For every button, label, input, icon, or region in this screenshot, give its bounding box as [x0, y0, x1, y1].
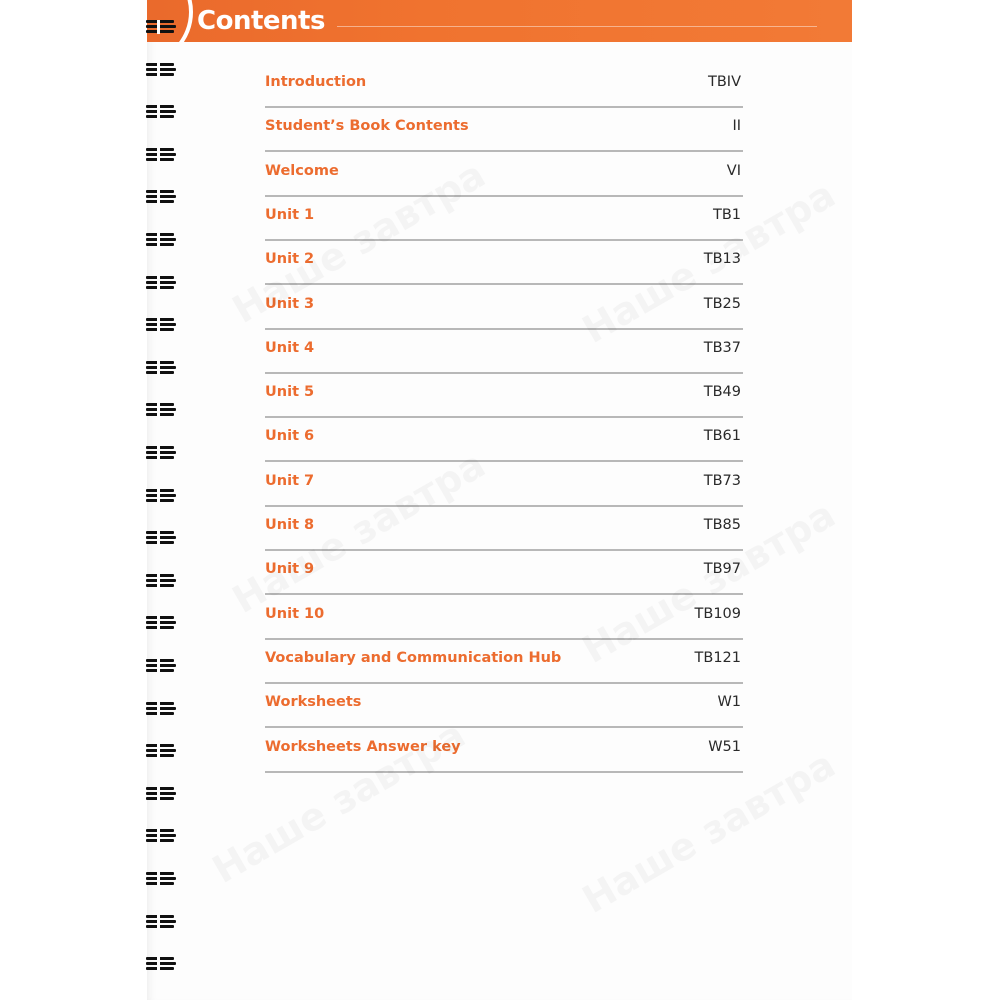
spiral-coil	[146, 702, 176, 716]
header-rule	[337, 26, 817, 27]
toc-label: Worksheets Answer key	[265, 738, 461, 755]
spiral-coil	[146, 233, 176, 247]
toc-page-number: TB1	[712, 206, 741, 223]
toc-row-students-book-contents	[265, 106, 743, 152]
toc-row-welcome	[265, 151, 743, 197]
toc-page-number: TB37	[703, 339, 741, 356]
toc-page-number: TB13	[703, 251, 741, 268]
toc-page-number: TB73	[703, 472, 741, 489]
toc-row-unit-4	[265, 328, 743, 374]
toc-label: Introduction	[265, 74, 367, 90]
toc-label: Unit 1	[265, 206, 315, 223]
toc-page-number: W1	[717, 694, 741, 711]
toc-row-unit-3	[265, 284, 743, 330]
toc-page-number: VI	[726, 162, 741, 179]
toc-page-number: TB85	[703, 517, 741, 533]
spiral-coil	[146, 787, 176, 801]
spiral-coil	[146, 915, 176, 929]
toc-label: Student’s Book Contents	[265, 118, 469, 135]
toc-label: Unit 5	[265, 384, 315, 401]
toc-page-number: W51	[708, 738, 741, 755]
spiral-coil	[146, 63, 176, 77]
toc-row-unit-9	[265, 549, 743, 595]
toc-label: Vocabulary and Communication Hub	[265, 649, 562, 666]
toc-label: Unit 6	[265, 428, 315, 445]
header-bar	[147, 0, 852, 42]
contents-page	[147, 0, 852, 1000]
toc-label: Unit 2	[265, 251, 315, 268]
toc-page-number: TB49	[703, 384, 741, 401]
toc-label: Welcome	[265, 162, 339, 179]
toc-row-unit-10	[265, 594, 743, 640]
toc-row-unit-1	[265, 195, 743, 241]
spiral-coil	[146, 659, 176, 673]
toc-label: Worksheets	[265, 694, 362, 711]
spiral-coil	[146, 744, 176, 758]
toc-label: Unit 3	[265, 295, 315, 312]
toc-page-number: TB109	[694, 605, 741, 622]
spiral-coil	[146, 872, 176, 886]
toc-row-unit-2	[265, 239, 743, 285]
toc-page-number: TB121	[694, 649, 741, 666]
toc-row-unit-7	[265, 461, 743, 507]
toc-row-vocabulary-hub	[265, 638, 743, 684]
toc-page-number: TB97	[703, 561, 741, 578]
spiral-coil	[146, 574, 176, 588]
toc-label: Unit 9	[265, 561, 315, 578]
spiral-coil	[146, 403, 176, 417]
spiral-coil	[146, 20, 176, 34]
toc-row-unit-8	[265, 505, 743, 551]
spiral-coil	[146, 446, 176, 460]
spiral-coil	[146, 105, 176, 119]
toc-page-number: TB25	[703, 295, 741, 312]
spiral-coil	[146, 489, 176, 503]
toc-label: Unit 7	[265, 472, 315, 489]
spiral-coil	[146, 276, 176, 290]
spiral-coil	[146, 318, 176, 332]
page-title: Contents	[197, 6, 325, 36]
toc-page-number: TBIV	[707, 74, 741, 90]
spiral-coil	[146, 957, 176, 971]
toc-page-number: TB61	[703, 428, 741, 445]
spiral-coil	[146, 361, 176, 375]
toc-row-introduction	[265, 62, 743, 108]
toc-row-worksheets	[265, 682, 743, 728]
spiral-coil	[146, 190, 176, 204]
toc-row-worksheets-answer-key	[265, 727, 743, 773]
toc-label: Unit 8	[265, 517, 315, 533]
spiral-coil	[146, 616, 176, 630]
spiral-coil	[146, 829, 176, 843]
toc-label: Unit 10	[265, 605, 325, 622]
spiral-coil	[146, 148, 176, 162]
toc-row-unit-5	[265, 372, 743, 418]
toc-page-number: II	[732, 118, 741, 135]
spiral-coil	[146, 531, 176, 545]
toc-label: Unit 4	[265, 339, 315, 356]
toc-row-unit-6	[265, 416, 743, 462]
